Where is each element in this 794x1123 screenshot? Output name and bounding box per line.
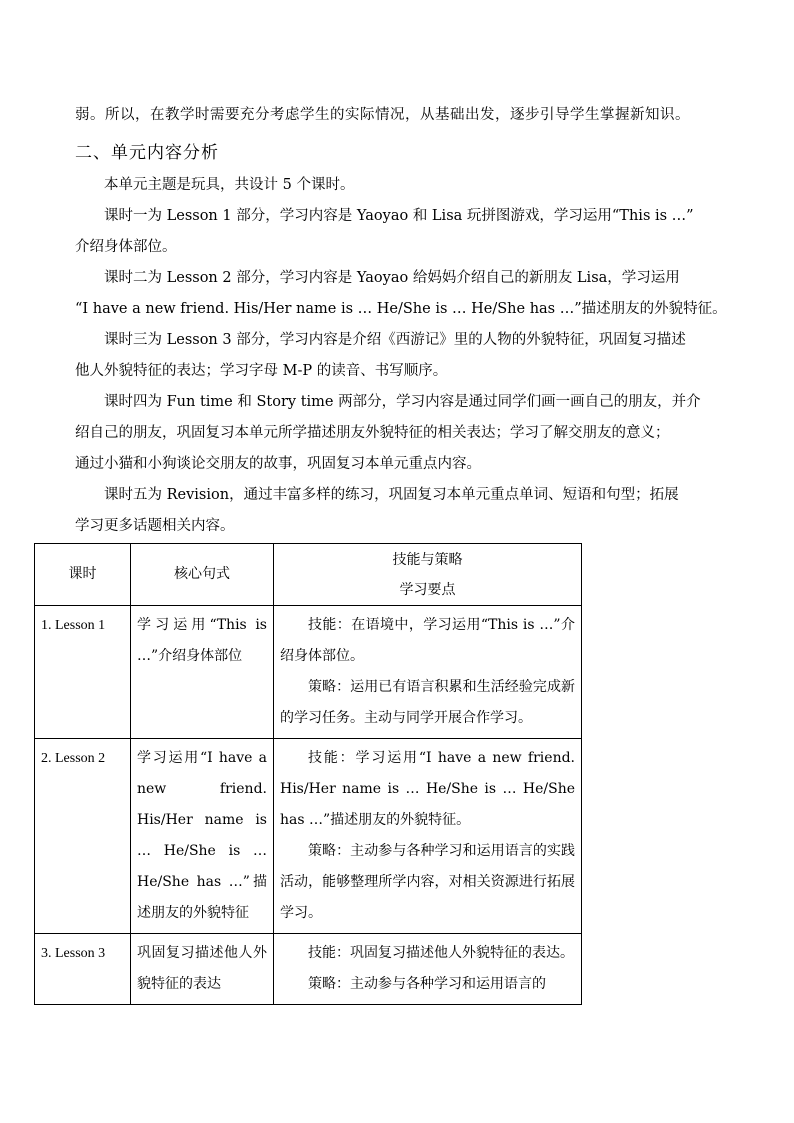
section-heading: 二、单元内容分析 bbox=[75, 143, 219, 163]
lesson2-desc-line1: 课时二为 Lesson 2 部分，学习内容是 Yaoyao 给妈妈介绍自己的新朋友 Lisa，学习运用 bbox=[104, 270, 680, 286]
skill-text: 技能：在语境中，学习运用“This is …”介绍身体部位。 bbox=[280, 617, 575, 664]
lesson-plan-table bbox=[34, 543, 582, 1005]
skill-text: 技能：学习运用“I have a new friend. His/Her name is … He/She is … He/She has …”描述朋友的外貌特征。 bbox=[280, 750, 575, 828]
header-lesson: 课时 bbox=[35, 544, 131, 606]
core-sentence-cell: 学习运用“I have a new friend. His/Her name is … He/She is … He/She has …”描述朋友的外貌特征 bbox=[131, 739, 274, 934]
lesson-cell: 1. Lesson 1 bbox=[35, 606, 131, 739]
lesson5-desc-line2: 学习更多话题相关内容。 bbox=[75, 518, 235, 534]
skills-cell bbox=[274, 606, 582, 739]
core-sentence-cell: 学习运用“This is …”介绍身体部位 bbox=[131, 606, 274, 739]
header-skills-strategy bbox=[274, 544, 582, 606]
lesson4-desc-line2: 绍自己的朋友，巩固复习本单元所学描述朋友外貌特征的相关表达；学习了解交朋友的意义； bbox=[75, 425, 670, 441]
lesson-cell: 2. Lesson 2 bbox=[35, 739, 131, 934]
lesson1-desc-line1: 课时一为 Lesson 1 部分，学习内容是 Yaoyao 和 Lisa 玩拼图游戏，学习运用“This is …” bbox=[104, 208, 694, 224]
unit-content-analysis bbox=[75, 170, 727, 542]
lesson3-desc-line1: 课时三为 Lesson 3 部分，学习内容是介绍《西游记》里的人物的外貌特征，巩固复习描述 bbox=[104, 332, 686, 348]
table-header-row bbox=[35, 544, 582, 606]
header-skills-line1: 技能与策略 bbox=[392, 551, 463, 568]
lesson-cell: 3. Lesson 3 bbox=[35, 934, 131, 1005]
lesson3-desc-line2: 他人外貌特征的表达；学习字母 M-P 的读音、书写顺序。 bbox=[75, 363, 448, 379]
skills-cell bbox=[274, 739, 582, 934]
lesson1-desc-line2: 介绍身体部位。 bbox=[75, 239, 177, 255]
lesson5-desc-line1: 课时五为 Revision，通过丰富多样的练习，巩固复习本单元重点单词、短语和句型；拓展 bbox=[104, 487, 679, 503]
intro-tail-text: 弱。所以，在教学时需要充分考虑学生的实际情况，从基础出发，逐步引导学生掌握新知识。 bbox=[75, 107, 690, 123]
header-skills-line2: 学习要点 bbox=[399, 581, 456, 598]
skill-text: 技能：巩固复习描述他人外貌特征的表达。 bbox=[308, 945, 574, 961]
core-sentence-cell: 巩固复习描述他人外貌特征的表达 bbox=[131, 934, 274, 1005]
header-core-sentence: 核心句式 bbox=[131, 544, 274, 606]
table-row bbox=[35, 739, 582, 934]
skills-cell bbox=[274, 934, 582, 1005]
strategy-text: 策略：运用已有语言积累和生活经验完成新的学习任务。主动与同学开展合作学习。 bbox=[280, 679, 575, 726]
table-row bbox=[35, 934, 582, 1005]
unit-summary: 本单元主题是玩具，共设计 5 个课时。 bbox=[104, 177, 355, 193]
table-row bbox=[35, 606, 582, 739]
lesson2-desc-line2: “I have a new friend. His/Her name is … He/She is … He/She has …”描述朋友的外貌特征。 bbox=[75, 301, 727, 317]
strategy-text: 策略：主动参与各种学习和运用语言的 bbox=[308, 976, 546, 992]
lesson4-desc-line3: 通过小猫和小狗谈论交朋友的故事，巩固复习本单元重点内容。 bbox=[75, 456, 481, 472]
lesson4-desc-line1: 课时四为 Fun time 和 Story time 两部分，学习内容是通过同学们画一画自己的朋友，并介 bbox=[104, 394, 701, 410]
strategy-text: 策略：主动参与各种学习和运用语言的实践活动，能够整理所学内容，对相关资源进行拓展学习。 bbox=[280, 843, 575, 921]
